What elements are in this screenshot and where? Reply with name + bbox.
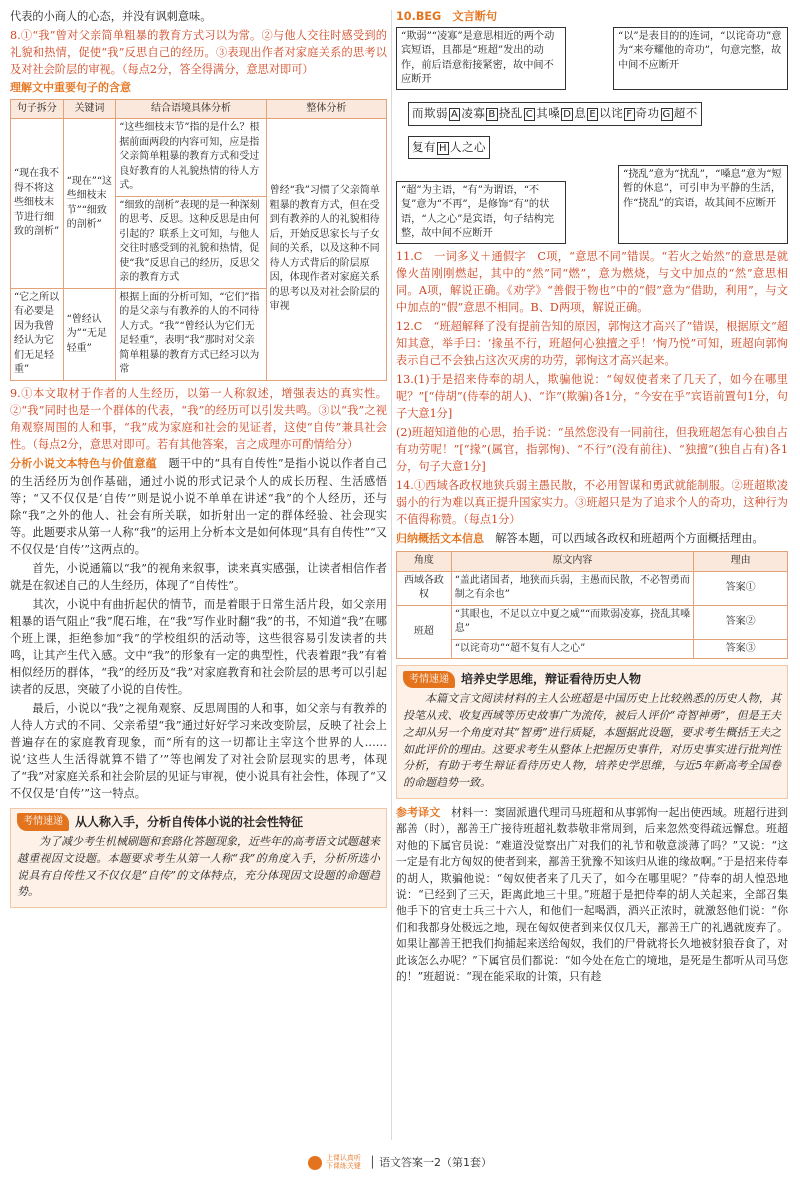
text-2: “其眼也，不足以立中夏之威”“而欺弱凌寡，挠乱其嗓息” xyxy=(451,605,693,639)
note-box-2: “以”是表目的的连词，“以诧奇功”意为“来夸耀他的奇功”，句意完整，故中间不应断开 xyxy=(613,27,788,90)
sequence-text: 复有 xyxy=(412,139,436,154)
reason-1: 答案① xyxy=(694,571,788,605)
exam-note-left xyxy=(10,808,387,908)
answer-11: 11.C 一词多义＋通假字 C项，“意思不同”错误。“若火之始然”的意思是就像火苗刚刚燃起，其中的“然”同“燃”，意为燃烧，与文中加点的“然”意思相同。A项，解说正确。《劝学》“善假于物也”中的“假”意为“借助，利用”，与文中加点的“假”意思不相同。B、D两项，解说正确。 xyxy=(396,250,788,315)
q9-analysis-1: 题干中的“具有自传性”是指小说以作者自己的生活经历为创作基础，通过小说的形式记录个人的成长历程、生活感悟等；“又不仅仅是‘自传’”则是说小说不单单在讲述“我”的个人经历，还与除“我”之外的他人、社会有所关联，如折射出一定的群体经验、社会现实等。此题要求从第一人称“我”的运用上分析本文是如何体现“具有自传性”“又不仅仅是‘自传’”这两点的。 xyxy=(10,456,387,556)
note-box-4: “超”为主语，“有”为谓语，“不复”意为“不再”，是修饰“有”的状语，“人之心”是宾语，句子结构完整，故中间不应断开 xyxy=(396,181,566,244)
q9-analysis-3: 其次，小说中有曲折起伏的情节，而是着眼于日常生活片段，如父亲用粗暴的语气阻止“我”爬石堆，在“我”写作业时翻“我”的书，不知道“我”在哪个班上课，拒绝参加“我”的学校组织的活动等，这些很容易引发读者的共鸣，让其产生代入感。文中“我”的形象有一定的典型性，代表着跟“我”有着相似经历的群体，“我”的经历及“我”对家庭教育和社会阶层的思考可以引起读者的反思，突破了小说的自传性。 xyxy=(10,597,387,696)
break-marker-G: G xyxy=(662,109,671,121)
break-marker-B: B xyxy=(488,109,496,121)
break-marker-H: H xyxy=(439,142,448,154)
answer-9: 9.①本文取材于作者的人生经历，以第一人称叙述，增强表达的真实性。②“我”同时也是一个群体的代表，“我”的经历可以引发共鸣。③以“我”之视角观察周围的人和事，“我”成为家庭和社会的见证者，这使“自传”兼具社会性。（每点2分，意思对即可。若有其他答案，言之成理亦可酌情给分） xyxy=(10,386,387,451)
th-analysis: 结合语境具体分析 xyxy=(116,99,266,119)
q9-analysis-2: 首先，小说通篇以“我”的视角来叙事，读来真实感强，让读者相信作者就是在叙述自己的人生经历，体现了“自传性”。 xyxy=(10,561,387,592)
note-box-1: “欺弱”“凌寡”是意思相近的两个动宾短语，且都是“班超”发出的动作，前后语意衔接紧密，故中间不应断开 xyxy=(396,27,566,90)
answer-14: 14.①西域各政权地狭兵弱主愚民散，不必用智谋和勇武就能制服。②班超欺凌弱小的行为难以真正提升国家实力。③班超只是为了追求个人的奇功，这种行为不值得称赞。（每点1分） xyxy=(396,479,788,527)
column-divider xyxy=(391,10,392,1140)
left-column xyxy=(10,8,387,908)
sequence-text: 奇功 xyxy=(635,106,660,121)
exam-note-right xyxy=(396,665,788,799)
break-marker-C: C xyxy=(525,109,534,121)
cell-sentence-2: “它之所以有必要是因为我曾经认为它们无足轻重” xyxy=(11,288,64,380)
note-box-3: “挠乱”意为“扰乱”，“嗓息”意为“短暂的休息”，可引申为平静的生活，作“挠乱”的宾语，故其间不应断开 xyxy=(618,165,788,244)
answer-12: 12.C “班超解释了没有提前告知的原因，郭恂这才高兴了”错误，根据原文“超知其意，举手曰：‘掾虽不行，班超何心独擅之乎！’恂乃悦”可知，班超向郭恂表示自己不会独占这次灭虏的功劳，郭恂这才高兴起来。 xyxy=(396,320,788,368)
break-marker-D: D xyxy=(563,109,572,121)
sequence-text: 以诧 xyxy=(599,106,624,121)
angle-1: 西域各政权 xyxy=(397,571,452,605)
exam-note-title: 从人称入手，分析自传体小说的社会性特征 xyxy=(75,814,304,829)
text-1: “盖此诸国者，地狭而兵弱，主愚而民散，不必智勇而制之有余也” xyxy=(451,571,693,605)
sequence-text: 人之心 xyxy=(450,139,487,154)
exam-note-body: 为了减少考生机械刷题和套路化答题现象，近些年的高考语文试题越来越重视因文设题。本题要求考生从第一人称“我”的角度入手，分析所选小说具有自传性又不仅仅是“自传”的文体特点，充分体现因文设题的命题趋势。 xyxy=(17,835,380,899)
q14-intro: 解答本题，可以西域各政权和班超两个方面概括理由。 xyxy=(495,532,764,546)
exam-note-badge: 考情速递 xyxy=(17,813,69,830)
cell-analysis-1b: “细致的剖析”表现的是一种深刻的思考、反思。这种反思是由何引起的？联系上文可知，与他人交往时感受到的礼貌和热情，促使“我”反思自己的经历，反思父亲的教育方式 xyxy=(116,196,266,288)
cell-keyword-1: “现在”“这些细枝末节”“细致的剖析” xyxy=(63,119,116,289)
th-angle: 角度 xyxy=(397,552,452,572)
cell-keyword-2: “曾经认为”“无足轻重” xyxy=(63,288,116,380)
sequence-text: 凌寡 xyxy=(461,106,486,121)
brand-line-2: 下课练关键 xyxy=(325,1162,361,1170)
reason-table xyxy=(396,551,788,659)
analysis-table xyxy=(10,99,387,381)
answer-13-2: (2)班超知道他的心思，抬手说：“虽然您没有一同前往，但我班超怎有心独自占有功劳呢！”[“掾”(属官，指郭恂)、“不行”(没有前往)、“独擅”(独自占有)各1分，句子大意1分] xyxy=(396,426,788,474)
sequence-line-1 xyxy=(408,102,702,125)
cell-analysis-2: 根据上面的分析可知，“它们”指的是父亲与有教养的人的不同待人方式。“我”“曾经认为它们无足轻重”，表明“我”那时对父亲简单粗暴的教育方式已经习以为常 xyxy=(116,288,266,380)
sentence-sequence xyxy=(408,98,788,163)
brand-logo-icon xyxy=(308,1156,322,1170)
sequence-text: 挠乱 xyxy=(498,106,523,121)
exam-note-title-right: 培养史学思维，辩证看待历史人物 xyxy=(461,672,642,687)
sequence-text: 其嗓 xyxy=(536,106,561,121)
reference-label: 参考译文 xyxy=(396,805,441,819)
cell-sentence-1: “现在我不得不将这些细枝末节进行细致的剖析” xyxy=(11,119,64,289)
sequence-text: 而欺弱 xyxy=(412,106,448,121)
answer-8: 8.①“我”曾对父亲简单粗暴的教育方式习以为常。②与他人交往时感受到的礼貌和热情，促使“我”反思自己的经历。③表现出作者对家庭关系的思考以及对社会阶层的审视。（每点2分，答全得满分，意思对即可） xyxy=(10,29,387,77)
th-keyword: 关键词 xyxy=(63,99,116,119)
tag-8: 理解文中重要句子的含意 xyxy=(10,81,131,95)
tag-14: 归纳概括文本信息 xyxy=(396,532,484,546)
reason-3: 答案③ xyxy=(694,639,788,659)
angle-2: 班超 xyxy=(397,605,452,659)
answer-13-1: 13.(1)于是招来侍奉的胡人，欺骗他说：“匈奴使者来了几天了，如今在哪里呢？”[“侍胡”(侍奉的胡人)、“诈”(欺骗)各1分，“今安在乎”宾语前置句1分，句子大意1分] xyxy=(396,373,788,421)
page-footer: 上课认真听 下课练关键 │ 语文答案一2（第1套） xyxy=(0,1155,800,1172)
break-marker-E: E xyxy=(589,109,597,121)
reason-2: 答案② xyxy=(694,605,788,639)
th-text: 原文内容 xyxy=(451,552,693,572)
intro-line: 代表的小商人的心态，并没有讽刺意味。 xyxy=(10,10,212,23)
cell-analysis-1a: “这些细枝末节”指的是什么？根据前面两段的内容可知，应是指父亲简单粗暴的教育方式和受过良好教育的人礼貌热情的待人方式。 xyxy=(116,119,266,197)
exam-note-badge-right: 考情速递 xyxy=(403,671,455,688)
right-column xyxy=(396,8,788,988)
cell-overall: 曾经“我”习惯了父亲简单粗暴的教育方式，但在受到有教养的人的礼貌相待后，开始反思家长与子女间的关系，以及这种不同待人方式背后的阶层原因，体现作者对家庭关系的思考以及对社会阶层的审视 xyxy=(266,119,386,381)
th-overall: 整体分析 xyxy=(266,99,386,119)
page-number: 语文答案一2（第1套） xyxy=(379,1156,493,1169)
break-marker-F: F xyxy=(626,109,633,121)
tag-9: 分析小说文本特色与价值意蕴 xyxy=(10,456,157,470)
brand-text xyxy=(326,1155,361,1170)
sequence-text: 息 xyxy=(574,106,587,121)
sequence-line-2 xyxy=(408,136,490,159)
sequence-text: 超不 xyxy=(673,106,698,121)
reference-text: 材料一：窦固派遣代理司马班超和从事郭恂一起出使西域。班超行进到鄯善（时），鄯善王广接待班超礼数恭敬非常周到，后来忽然变得疏远懈怠。班超对他的下属官员说：“难道没觉察出广对我们的礼节和敬意淡薄了吗？”又说：“这一定是有北方匈奴的使者到来，鄯善王犹豫不知该归从谁的缘故啊。”于是招来侍奉的胡人，欺骗他说：“匈奴使者来了几天了，如今在哪里呢？”侍奉的胡人惶恐地说：“已经到了三天，距离此地三十里。”班超于是把侍奉的胡人关起来，全部召集他手下的官吏士兵三十六人，和他们一起喝酒，酒兴正浓时，就激怒他们说：“你们和我都身处极远之地，现在匈奴使者到来仅仅几天，鄯善王广的礼遇就废弃了。如果让鄯善王把我们拘捕起来送给匈奴，我们的尸骨就将长久地被豺狼吞食了，对此该怎么办呢？”下属官员们都说：“如今处在危亡的境地，是死是生都听从司马您的！”班超说：“现在能采取的计策，只有趁 xyxy=(396,805,789,984)
answer-10-head: 10.BEG 文言断句 xyxy=(396,10,498,23)
text-3: “以诧奇功”“超不复有人之心” xyxy=(451,639,693,659)
break-marker-A: A xyxy=(451,109,459,121)
th-reason: 理由 xyxy=(694,552,788,572)
brand-line-1: 上课认真听 xyxy=(325,1154,361,1163)
th-split: 句子拆分 xyxy=(11,99,64,119)
exam-note-body-right: 本篇文言文阅读材料的主人公班超是中国历史上比较熟悉的历史人物，其投笔从戎、收复西域等历史故事广为流传，被后人评价“奇智神勇”，但是王夫之却从另一个角度对其“智勇”进行质疑，本题据此设题，要求考生概括王夫之如此评价的理由。这要求考生从整体上把握历史事件，对历史事实进行批判性分析，有助于考生辩证看待历史人物，培养史学思维，与近5年新高考全国卷的命题趋势一致。 xyxy=(403,692,781,789)
q9-analysis-4: 最后，小说以“我”之视角观察、反思周围的人和事，如父亲与有教养的人待人方式的不同、父亲希望“我”通过好好学习来改变阶层，反映了社会上普遍存在的家庭教育现象，而“所有的这一切都让主宰这个世界的人……说‘这些人生活得就算不错了’”等也阐发了对社会阶层现实的思考，体现了“我”对家庭关系和社会阶层的见证与审视，使小说具有社会性，体现了“又不仅仅是‘自传’”这一特点。 xyxy=(10,701,387,800)
